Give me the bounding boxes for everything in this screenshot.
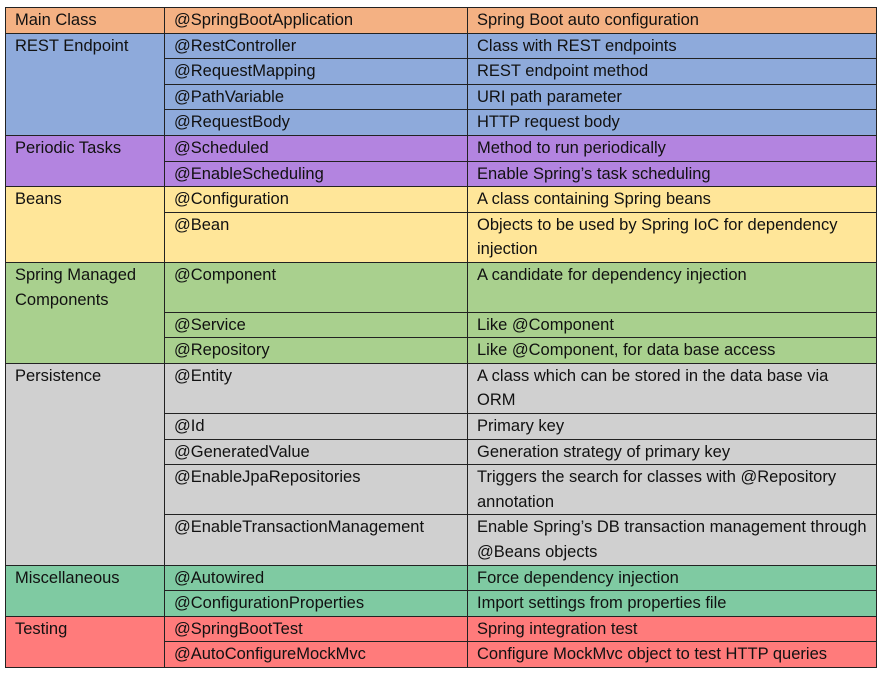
category-cell: Periodic Tasks: [6, 135, 165, 161]
annotation-cell: @Autowired: [165, 565, 468, 591]
category-cell: Miscellaneous: [6, 565, 165, 591]
description-cell: Like @Component: [468, 312, 877, 338]
category-cell-continued: [6, 465, 165, 515]
annotation-cell: @Id: [165, 414, 468, 440]
annotation-cell: @SpringBootApplication: [165, 8, 468, 34]
category-cell: Spring Managed Components: [6, 262, 165, 312]
table-row: [6, 8, 877, 34]
annotation-cell: @Entity: [165, 363, 468, 413]
table-row: [6, 33, 877, 59]
category-cell: REST Endpoint: [6, 33, 165, 59]
annotation-cell: @Repository: [165, 338, 468, 364]
category-cell-continued: [6, 414, 165, 440]
description-cell: Enable Spring’s task scheduling: [468, 161, 877, 187]
annotation-cell: @Configuration: [165, 187, 468, 213]
category-cell-continued: [6, 212, 165, 262]
description-cell: Generation strategy of primary key: [468, 439, 877, 465]
annotation-cell: @RequestMapping: [165, 59, 468, 85]
annotation-cell: @EnableTransactionManagement: [165, 515, 468, 565]
table-row: [6, 515, 877, 565]
description-cell: Spring integration test: [468, 616, 877, 642]
category-cell-continued: [6, 161, 165, 187]
table-row: [6, 262, 877, 312]
description-cell: A candidate for dependency injection: [468, 262, 877, 312]
description-cell: Spring Boot auto configuration: [468, 8, 877, 34]
category-cell-continued: [6, 84, 165, 110]
description-cell: REST endpoint method: [468, 59, 877, 85]
table-row: [6, 312, 877, 338]
description-cell: Triggers the search for classes with @Repository annotation: [468, 465, 877, 515]
category-cell: Testing: [6, 616, 165, 642]
table-row: [6, 591, 877, 617]
category-cell: Beans: [6, 187, 165, 213]
description-cell: Like @Component, for data base access: [468, 338, 877, 364]
description-cell: URI path parameter: [468, 84, 877, 110]
table-row: [6, 212, 877, 262]
description-cell: Import settings from properties file: [468, 591, 877, 617]
annotation-cell: @PathVariable: [165, 84, 468, 110]
table-row: [6, 338, 877, 364]
description-cell: Objects to be used by Spring IoC for dependency injection: [468, 212, 877, 262]
table-row: [6, 439, 877, 465]
category-cell-continued: [6, 312, 165, 338]
table-row: [6, 363, 877, 413]
annotation-cell: @RequestBody: [165, 110, 468, 136]
description-cell: A class containing Spring beans: [468, 187, 877, 213]
category-cell: Main Class: [6, 8, 165, 34]
category-cell: Persistence: [6, 363, 165, 413]
table-row: [6, 414, 877, 440]
table-row: [6, 84, 877, 110]
description-cell: A class which can be stored in the data base via ORM: [468, 363, 877, 413]
annotation-cell: @Service: [165, 312, 468, 338]
table-row: [6, 135, 877, 161]
annotation-cell: @EnableJpaRepositories: [165, 465, 468, 515]
table-row: [6, 465, 877, 515]
annotation-cell: @Bean: [165, 212, 468, 262]
table-row: [6, 110, 877, 136]
annotations-table: [5, 7, 877, 668]
description-cell: Primary key: [468, 414, 877, 440]
table-row: [6, 161, 877, 187]
table-row: [6, 187, 877, 213]
category-cell-continued: [6, 642, 165, 668]
description-cell: Force dependency injection: [468, 565, 877, 591]
annotation-cell: @AutoConfigureMockMvc: [165, 642, 468, 668]
annotation-cell: @SpringBootTest: [165, 616, 468, 642]
description-cell: Class with REST endpoints: [468, 33, 877, 59]
annotation-cell: @Component: [165, 262, 468, 312]
description-cell: Enable Spring’s DB transaction management through @Beans objects: [468, 515, 877, 565]
category-cell-continued: [6, 110, 165, 136]
category-cell-continued: [6, 338, 165, 364]
annotations-table-body: [6, 8, 877, 668]
category-cell-continued: [6, 591, 165, 617]
table-row: [6, 616, 877, 642]
table-row: [6, 59, 877, 85]
description-cell: Configure MockMvc object to test HTTP queries: [468, 642, 877, 668]
description-cell: Method to run periodically: [468, 135, 877, 161]
annotation-cell: @Scheduled: [165, 135, 468, 161]
annotation-cell: @EnableScheduling: [165, 161, 468, 187]
description-cell: HTTP request body: [468, 110, 877, 136]
category-cell-continued: [6, 59, 165, 85]
annotation-cell: @ConfigurationProperties: [165, 591, 468, 617]
category-cell-continued: [6, 439, 165, 465]
annotation-cell: @GeneratedValue: [165, 439, 468, 465]
table-row: [6, 565, 877, 591]
table-row: [6, 642, 877, 668]
category-cell-continued: [6, 515, 165, 565]
annotation-cell: @RestController: [165, 33, 468, 59]
